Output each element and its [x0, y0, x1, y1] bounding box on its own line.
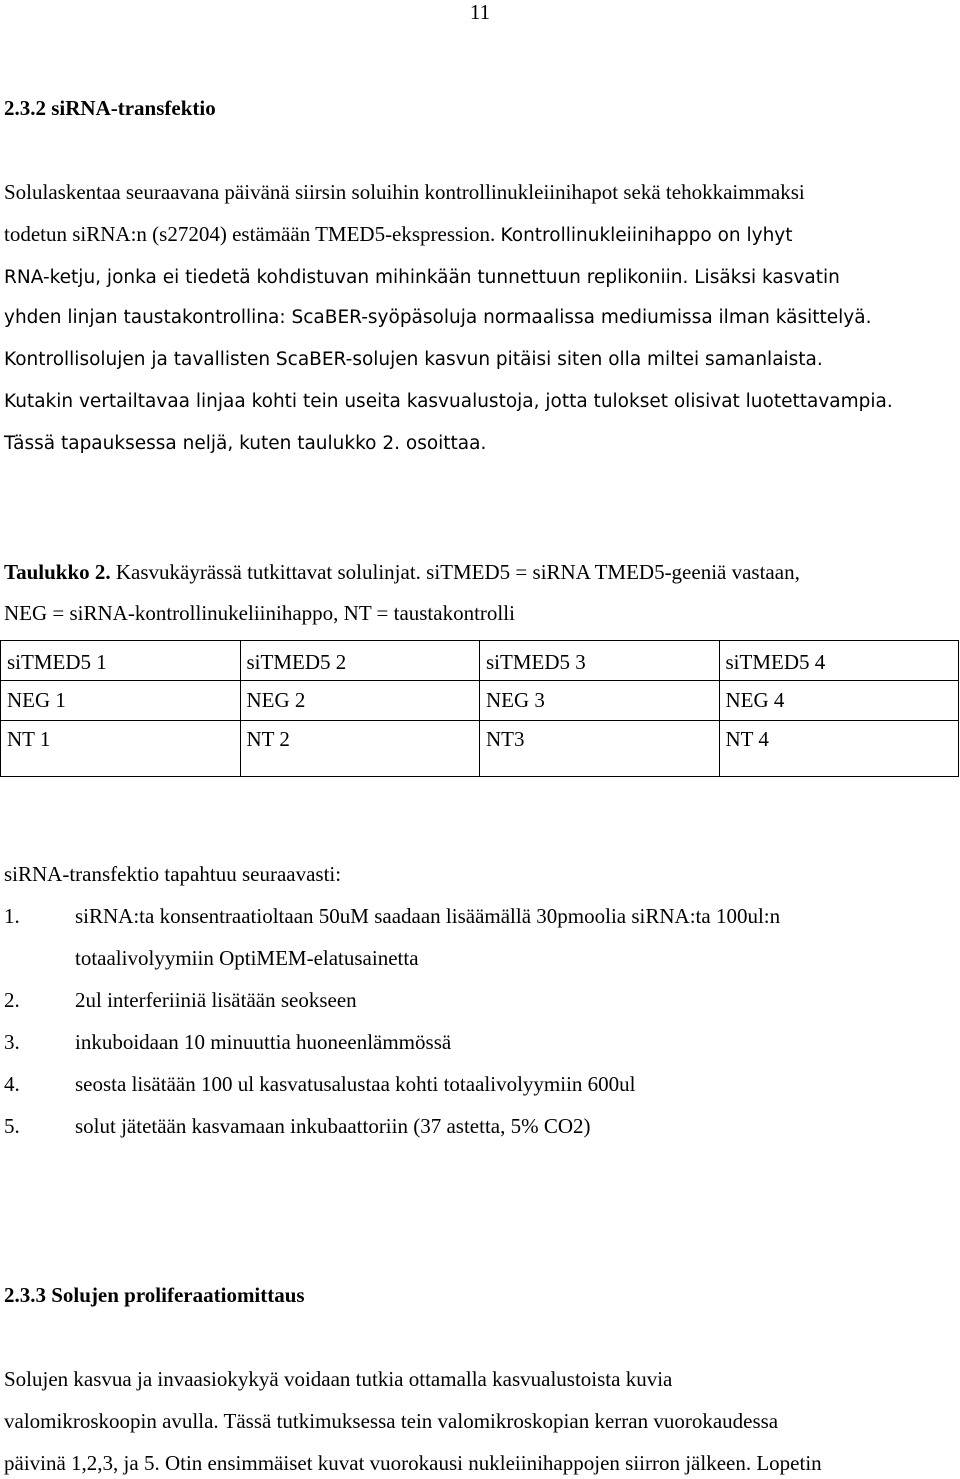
list-number: 4.	[4, 1072, 20, 1096]
table-cell: siTMED5 3	[480, 641, 720, 681]
table-caption-line	[4, 560, 800, 584]
page-number: 11	[469, 0, 491, 24]
paragraph-line: Tässä tapauksessa neljä, kuten taulukko 2. osoittaa.	[4, 433, 487, 454]
table-cell: NEG 1	[1, 681, 241, 721]
table-cell: siTMED5 2	[240, 641, 480, 681]
table-row	[1, 721, 959, 777]
table-cell: NT3	[480, 721, 720, 777]
cell-lines-table	[0, 640, 959, 777]
list-item-text: siRNA:ta konsentraatioltaan 50uM saadaan lisäämällä 30pmoolia siRNA:ta 100ul:n	[75, 904, 781, 928]
paragraph-text: Kontrollinukleiinihappo on lyhyt	[500, 225, 793, 246]
list-number: 2.	[4, 988, 20, 1012]
paragraph-line: valomikroskoopin avulla. Tässä tutkimuksessa tein valomikroskopian kerran vuorokaudessa	[4, 1409, 779, 1433]
list-item-text: 2ul interferiiniä lisätään seokseen	[75, 988, 357, 1012]
paragraph-line	[4, 264, 840, 290]
paragraph-line: yhden linjan taustakontrollina: ScaBER-syöpäsoluja normaalissa mediumissa ilman käsittelyä.	[4, 307, 872, 328]
table-cell: NEG 4	[719, 681, 959, 721]
paragraph-text: todetun siRNA:n (s27204) estämään TMED5-ekspression.	[4, 222, 501, 246]
list-item-text: inkuboidaan 10 minuuttia huoneenlämmössä	[75, 1030, 452, 1054]
table-cell: NEG 3	[480, 681, 720, 721]
table-caption-text: Kasvukäyrässä tutkittavat solulinjat.	[110, 560, 427, 584]
list-number: 5.	[4, 1114, 20, 1138]
table-cell: siTMED5 4	[719, 641, 959, 681]
paragraph-line: päivinä 1,2,3, ja 5. Otin ensimmäiset kuvat vuorokausi nukleiinihappojen siirron jälkeen. Lopetin	[4, 1451, 822, 1475]
list-item-text: totaalivolyymiin OptiMEM-elatusainetta	[75, 946, 419, 970]
table-caption-line: NEG = siRNA-kontrollinukeliinihappo, NT = taustakontrolli	[4, 601, 515, 625]
paragraph-line	[4, 222, 793, 248]
list-item-text: seosta lisätään 100 ul kasvatusalustaa kohti totaalivolyymiin 600ul	[75, 1072, 636, 1096]
table-cell: NEG 2	[240, 681, 480, 721]
paragraph-text: RNA-ketju, jonka ei tiedetä kohdistuvan mihinkään tunnettuun replikoniin.	[4, 267, 695, 288]
table-caption-text: siTMED5 = siRNA TMED5-geeniä vastaan,	[426, 560, 800, 584]
paragraph-line: Kutakin vertailtavaa linjaa kohti tein useita kasvualustoja, jotta tulokset olisivat luotettavampia.	[4, 391, 893, 412]
list-number: 1.	[4, 904, 20, 928]
list-item-text: solut jätetään kasvamaan inkubaattoriin (37 astetta, 5% CO2)	[75, 1114, 591, 1138]
section-heading-sirna-transfection: 2.3.2 siRNA-transfektio	[4, 96, 216, 120]
paragraph-text: Lisäksi kasvatin	[694, 267, 840, 288]
table-row	[1, 681, 959, 721]
paragraph-line: Kontrollisolujen ja tavallisten ScaBER-solujen kasvun pitäisi siten olla miltei samanlaista.	[4, 349, 823, 370]
table-cell: NT 2	[240, 721, 480, 777]
list-number: 3.	[4, 1030, 20, 1054]
procedure-intro: siRNA-transfektio tapahtuu seuraavasti:	[4, 862, 342, 886]
paragraph-line: Solulaskentaa seuraavana päivänä siirsin soluihin kontrollinukleiinihapot sekä tehokkaimmaksi	[4, 180, 805, 204]
table-cell: siTMED5 1	[1, 641, 241, 681]
table-cell: NT 4	[719, 721, 959, 777]
table-cell: NT 1	[1, 721, 241, 777]
section-heading-proliferation: 2.3.3 Solujen proliferaatiomittaus	[4, 1283, 305, 1307]
table-row	[1, 641, 959, 681]
paragraph-line: Solujen kasvua ja invaasiokykyä voidaan tutkia ottamalla kasvualustoista kuvia	[4, 1367, 673, 1391]
table-caption-label: Taulukko 2.	[4, 560, 111, 584]
